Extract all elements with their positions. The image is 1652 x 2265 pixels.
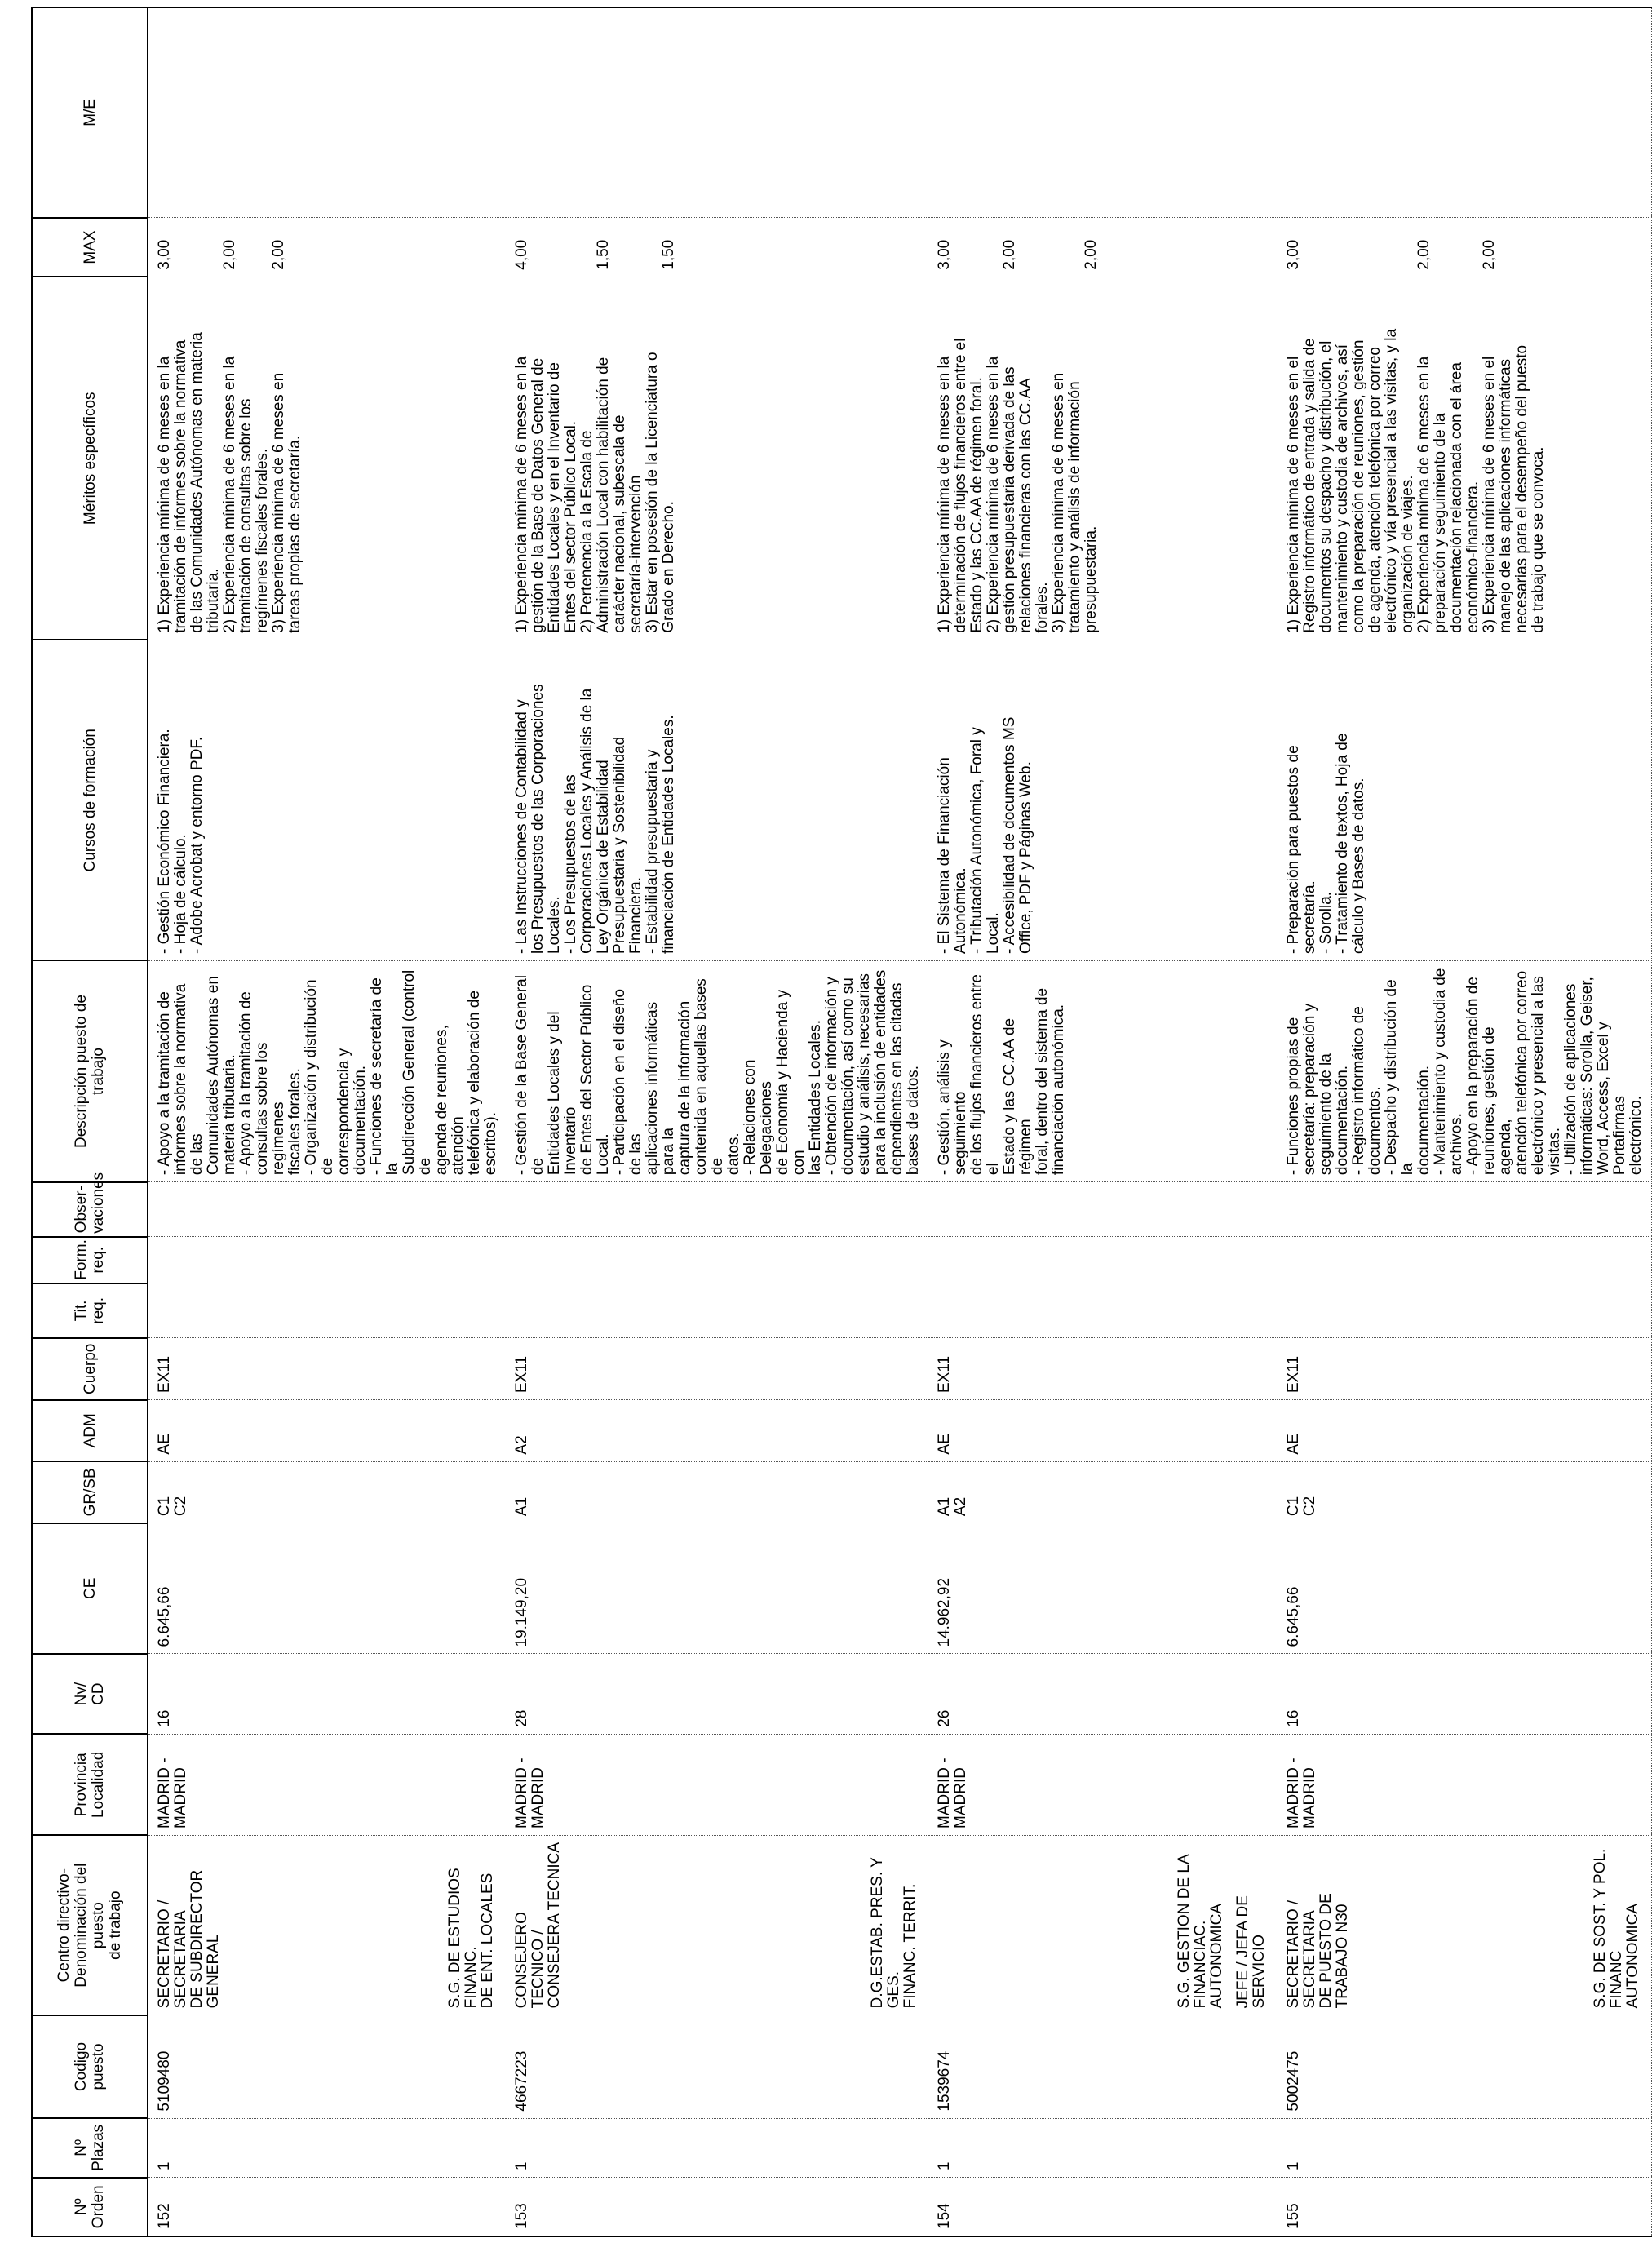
cell-formacion (928, 1237, 1278, 1283)
cell-orden: 152 (148, 2178, 506, 2236)
table-row (1278, 7, 1652, 2236)
cell-max (1278, 218, 1652, 277)
header-meritos: Méritos específicos (32, 277, 148, 640)
header-observaciones: Obser- vaciones (32, 1182, 148, 1237)
merit-2: 2) Experiencia mínima de 6 meses en la tramitación de consultas sobre los regímenes fiscales forales. (221, 356, 271, 633)
max-3: 1,50 (660, 239, 677, 270)
merit-1: 1) Experiencia mínima de 6 meses en la tramitación de informes sobre la normativa de las Comunidades Autónomas en materia tributaria. (156, 332, 222, 633)
cell-adm: A2 (506, 1400, 928, 1462)
cell-ce: 14.962,92 (928, 1523, 1278, 1654)
subdirectorate-name: S.G. GESTION DE LA FINANCIAC. AUTONOMICA (1176, 1854, 1225, 2009)
cell-cuerpo: EX11 (506, 1338, 928, 1400)
merit-1: 1) Experiencia mínima de 6 meses en el Registro informático de entrada y salida de documentos su despacho y distribución, el mantenimiento y custodia de archivos, así como la preparación de reuniones, gestión de agenda, atención telefónica por correo electrónico y vía presencial a las visitas, y la organización de viajes. (1285, 328, 1416, 633)
cell-titulacion (928, 1283, 1278, 1338)
max-2: 2,00 (1415, 239, 1433, 270)
cell-centro (1278, 1835, 1652, 2015)
header-titulacion: Tit. req. (32, 1283, 148, 1338)
max-2: 2,00 (1001, 239, 1018, 270)
directorate-name: D.G.ESTAB. PRES. Y GES. FINANC. TERRIT. (869, 1857, 919, 2009)
cell-grupo: A1 A2 (928, 1461, 1278, 1523)
table-row (148, 7, 506, 2236)
cell-nivel: 26 (928, 1654, 1278, 1734)
header-me: M/E (32, 7, 148, 218)
cell-formacion (148, 1237, 506, 1283)
table-row (506, 7, 928, 2236)
cell-observaciones (928, 1182, 1278, 1237)
cell-nivel: 16 (148, 1654, 506, 1734)
max-1: 3,00 (936, 239, 953, 270)
header-centro: Centro directivo- Denominación del puesto de trabajo (32, 1835, 148, 2015)
job-positions-table (31, 7, 1652, 2237)
cell-codigo: 5002475 (1278, 2015, 1652, 2118)
header-descripcion: Descripción puesto de trabajo (32, 960, 148, 1181)
cell-meritos (928, 277, 1278, 640)
cell-me (928, 7, 1278, 218)
max-3: 2,00 (270, 239, 287, 270)
cell-plazas: 1 (148, 2118, 506, 2177)
cell-adm: AE (928, 1400, 1278, 1462)
merit-1: 1) Experiencia mínima de 6 meses en la gestión de la Base de Datos General de Entidades Locales y en el Inventario de Entes del sector Público Local. (513, 356, 579, 633)
cell-ce: 6.645,66 (148, 1523, 506, 1654)
header-formacion: Form. req. (32, 1237, 148, 1283)
cell-plazas: 1 (1278, 2118, 1652, 2177)
cell-codigo: 1539674 (928, 2015, 1278, 2118)
cell-max (506, 218, 928, 277)
cell-plazas: 1 (506, 2118, 928, 2177)
cell-me (506, 7, 928, 218)
cell-orden: 155 (1278, 2178, 1652, 2236)
header-orden: Nº Orden (32, 2178, 148, 2236)
cell-nivel: 16 (1278, 1654, 1652, 1734)
cell-descripcion: - Apoyo a la tramitación de informes sobre la normativa de las Comunidades Autónomas en materia tributaria. - Apoyo a la tramitación de consultas sobre los regímenes fiscales forales. - Organización y distribución de correspondencia y documentación. - Funciones de secretaría de la Subdirección General (control de agenda de reuniones, atención telefónica y elaboración de escritos). (148, 960, 506, 1181)
header-row (32, 7, 148, 2236)
merit-3: 3) Estar en posesión de la Licenciatura o Grado en Derecho. (644, 352, 677, 633)
header-provincia: Provincia Localidad (32, 1734, 148, 1835)
cell-provincia: MADRID - MADRID (928, 1734, 1278, 1835)
header-max: MAX (32, 218, 148, 277)
cell-cursos: - Preparación para puestos de secretaría. - Sorolla. - Tratamiento de textos, Hoja de cálculo y Bases de datos. (1278, 640, 1652, 960)
max-2: 2,00 (221, 239, 238, 270)
position-name: CONSEJERO TECNICO / CONSEJERA TECNICA (513, 1842, 563, 2009)
merit-2: 2) Experiencia mínima de 6 meses en la preparación y seguimiento de la documentación relacionada con el área económico-financiera. (1415, 356, 1481, 633)
merit-2: 2) Pertenencia a la Escala de Administración Local con habilitación de carácter nacional, subescala de secretaría-intervención (578, 357, 644, 633)
cell-adm: AE (148, 1400, 506, 1462)
directorate-name: S.G. DE SOST. Y POL. FINANC AUTONOMICA (1592, 1848, 1641, 2009)
merit-1: 1) Experiencia mínima de 6 meses en la determinación de flujos financieros entre el Estado y las CC.AA de régimen foral. (936, 338, 985, 633)
max-1: 3,00 (156, 239, 173, 270)
cell-descripcion: - Gestión de la Base General de Entidades Locales y del Inventario de Entes del Sector Público Local. - Participación en el diseño de las aplicaciones informáticas para la captura de la información contenida en aquellas bases de datos. - Relaciones con Delegaciones de Economía y Hacienda y con las Entidades Locales. - Obtención de información y documentación, así como su estudio y análisis, necesarias para la inclusión de entidades dependientes en las citadas bases de datos. (506, 960, 928, 1181)
max-1: 4,00 (513, 239, 530, 270)
merit-3: 3) Experiencia mínima de 6 meses en tareas propias de secretaría. (270, 372, 303, 633)
cell-codigo: 5109480 (148, 2015, 506, 2118)
cell-adm: AE (1278, 1400, 1652, 1462)
cell-max (148, 218, 506, 277)
merit-2: 2) Experiencia mínima de 6 meses en la gestión presupuestaria derivada de las relaciones financieras con las CC.AA forales. (985, 356, 1051, 633)
cell-titulacion (1278, 1283, 1652, 1338)
cell-ce: 6.645,66 (1278, 1523, 1652, 1654)
header-grupo: GR/SB (32, 1461, 148, 1523)
cell-plazas: 1 (928, 2118, 1278, 2177)
merit-3: 3) Experiencia mínima de 6 meses en tratamiento y análisis de información presupuestaria. (1050, 372, 1100, 633)
max-1: 3,00 (1285, 239, 1302, 270)
cell-centro (148, 1835, 506, 2015)
cell-formacion (1278, 1237, 1652, 1283)
header-codigo: Codigo puesto (32, 2015, 148, 2118)
directorate-name: S.G. DE ESTUDIOS FINANC. DE ENT. LOCALES (446, 1868, 496, 2009)
cell-me (148, 7, 506, 218)
header-plazas: Nº Plazas (32, 2118, 148, 2177)
cell-provincia: MADRID - MADRID (148, 1734, 506, 1835)
cell-cursos: - Gestión Económico Financiera. - Hoja de cálculo. - Adobe Acrobat y entorno PDF. (148, 640, 506, 960)
header-cursos: Cursos de formación (32, 640, 148, 960)
header-cuerpo: Cuerpo (32, 1338, 148, 1400)
cell-observaciones (506, 1182, 928, 1237)
merit-3: 3) Experiencia mínima de 6 meses en el manejo de las aplicaciones informáticas necesarias para el desempeño del puesto de trabajo que se convoca. (1481, 344, 1547, 633)
cell-grupo: C1 C2 (148, 1461, 506, 1523)
cell-centro (928, 1835, 1278, 2015)
cell-meritos (506, 277, 928, 640)
cell-provincia: MADRID - MADRID (1278, 1734, 1652, 1835)
cell-grupo: A1 (506, 1461, 928, 1523)
cell-meritos (1278, 277, 1652, 640)
cell-ce: 19.149,20 (506, 1523, 928, 1654)
cell-meritos (148, 277, 506, 640)
cell-titulacion (148, 1283, 506, 1338)
cell-grupo: C1 C2 (1278, 1461, 1652, 1523)
max-2: 1,50 (595, 239, 612, 270)
cell-orden: 154 (928, 2178, 1278, 2236)
cell-cursos: - Las Instrucciones de Contabilidad y los Presupuestos de las Corporaciones Locales. - Los Presupuestos de las Corporaciones Locales y Análisis de la Ley Orgánica de Estabilidad Presupuestaria y Sostenibilidad Financiera. - Estabilidad presupuestaria y financiación de Entidades Locales. (506, 640, 928, 960)
cell-cursos: - El Sistema de Financiación Autonómica. - Tributación Autonómica, Foral y Local. - Accesibilidad de documentos MS Office, PDF y Páginas Web. (928, 640, 1278, 960)
max-3: 2,00 (1481, 239, 1498, 270)
cell-cuerpo: EX11 (148, 1338, 506, 1400)
cell-provincia: MADRID - MADRID (506, 1734, 928, 1835)
cell-cuerpo: EX11 (1278, 1338, 1652, 1400)
position-name: SECRETARIO / SECRETARIA DE PUESTO DE TRABAJO N30 (1285, 1893, 1351, 2009)
cell-descripcion: - Gestión, análisis y seguimiento de los flujos financieros entre el Estado y las CC.AA de régimen foral, dentro del sistema de financiación autonómica. (928, 960, 1278, 1181)
cell-observaciones (1278, 1182, 1652, 1237)
cell-codigo: 4667223 (506, 2015, 928, 2118)
cell-formacion (506, 1237, 928, 1283)
cell-orden: 153 (506, 2178, 928, 2236)
cell-cuerpo: EX11 (928, 1338, 1278, 1400)
cell-observaciones (148, 1182, 506, 1237)
position-name: SECRETARIO / SECRETARIA DE SUBDIRECTOR GENERAL (156, 1869, 222, 2009)
cell-nivel: 28 (506, 1654, 928, 1734)
max-3: 2,00 (1083, 239, 1100, 270)
header-nivel: Nv/ CD (32, 1654, 148, 1734)
cell-titulacion (506, 1283, 928, 1338)
cell-descripcion: - Funciones propias de secretaría: preparación y seguimiento de la documentación. - Registro informático de documentos. - Despacho y distribución de la documentación. - Mantenimiento y custodia de archivos. - Apoyo en la preparación de reuniones, gestión de agenda, atención telefónica por correo electrónico y presencial a las visitas. - Utilización de aplicaciones informáticas: Sorolla, Geiser, Word, Access, Excel y Portafirmas electrónico. (1278, 960, 1652, 1181)
header-adm: ADM (32, 1400, 148, 1462)
cell-centro (506, 1835, 928, 2015)
cell-me (1278, 7, 1652, 218)
position-name: JEFE / JEFA DE SERVICIO (1234, 1895, 1268, 2009)
cell-max (928, 218, 1278, 277)
table-row (928, 7, 1278, 2236)
header-ce: CE (32, 1523, 148, 1654)
